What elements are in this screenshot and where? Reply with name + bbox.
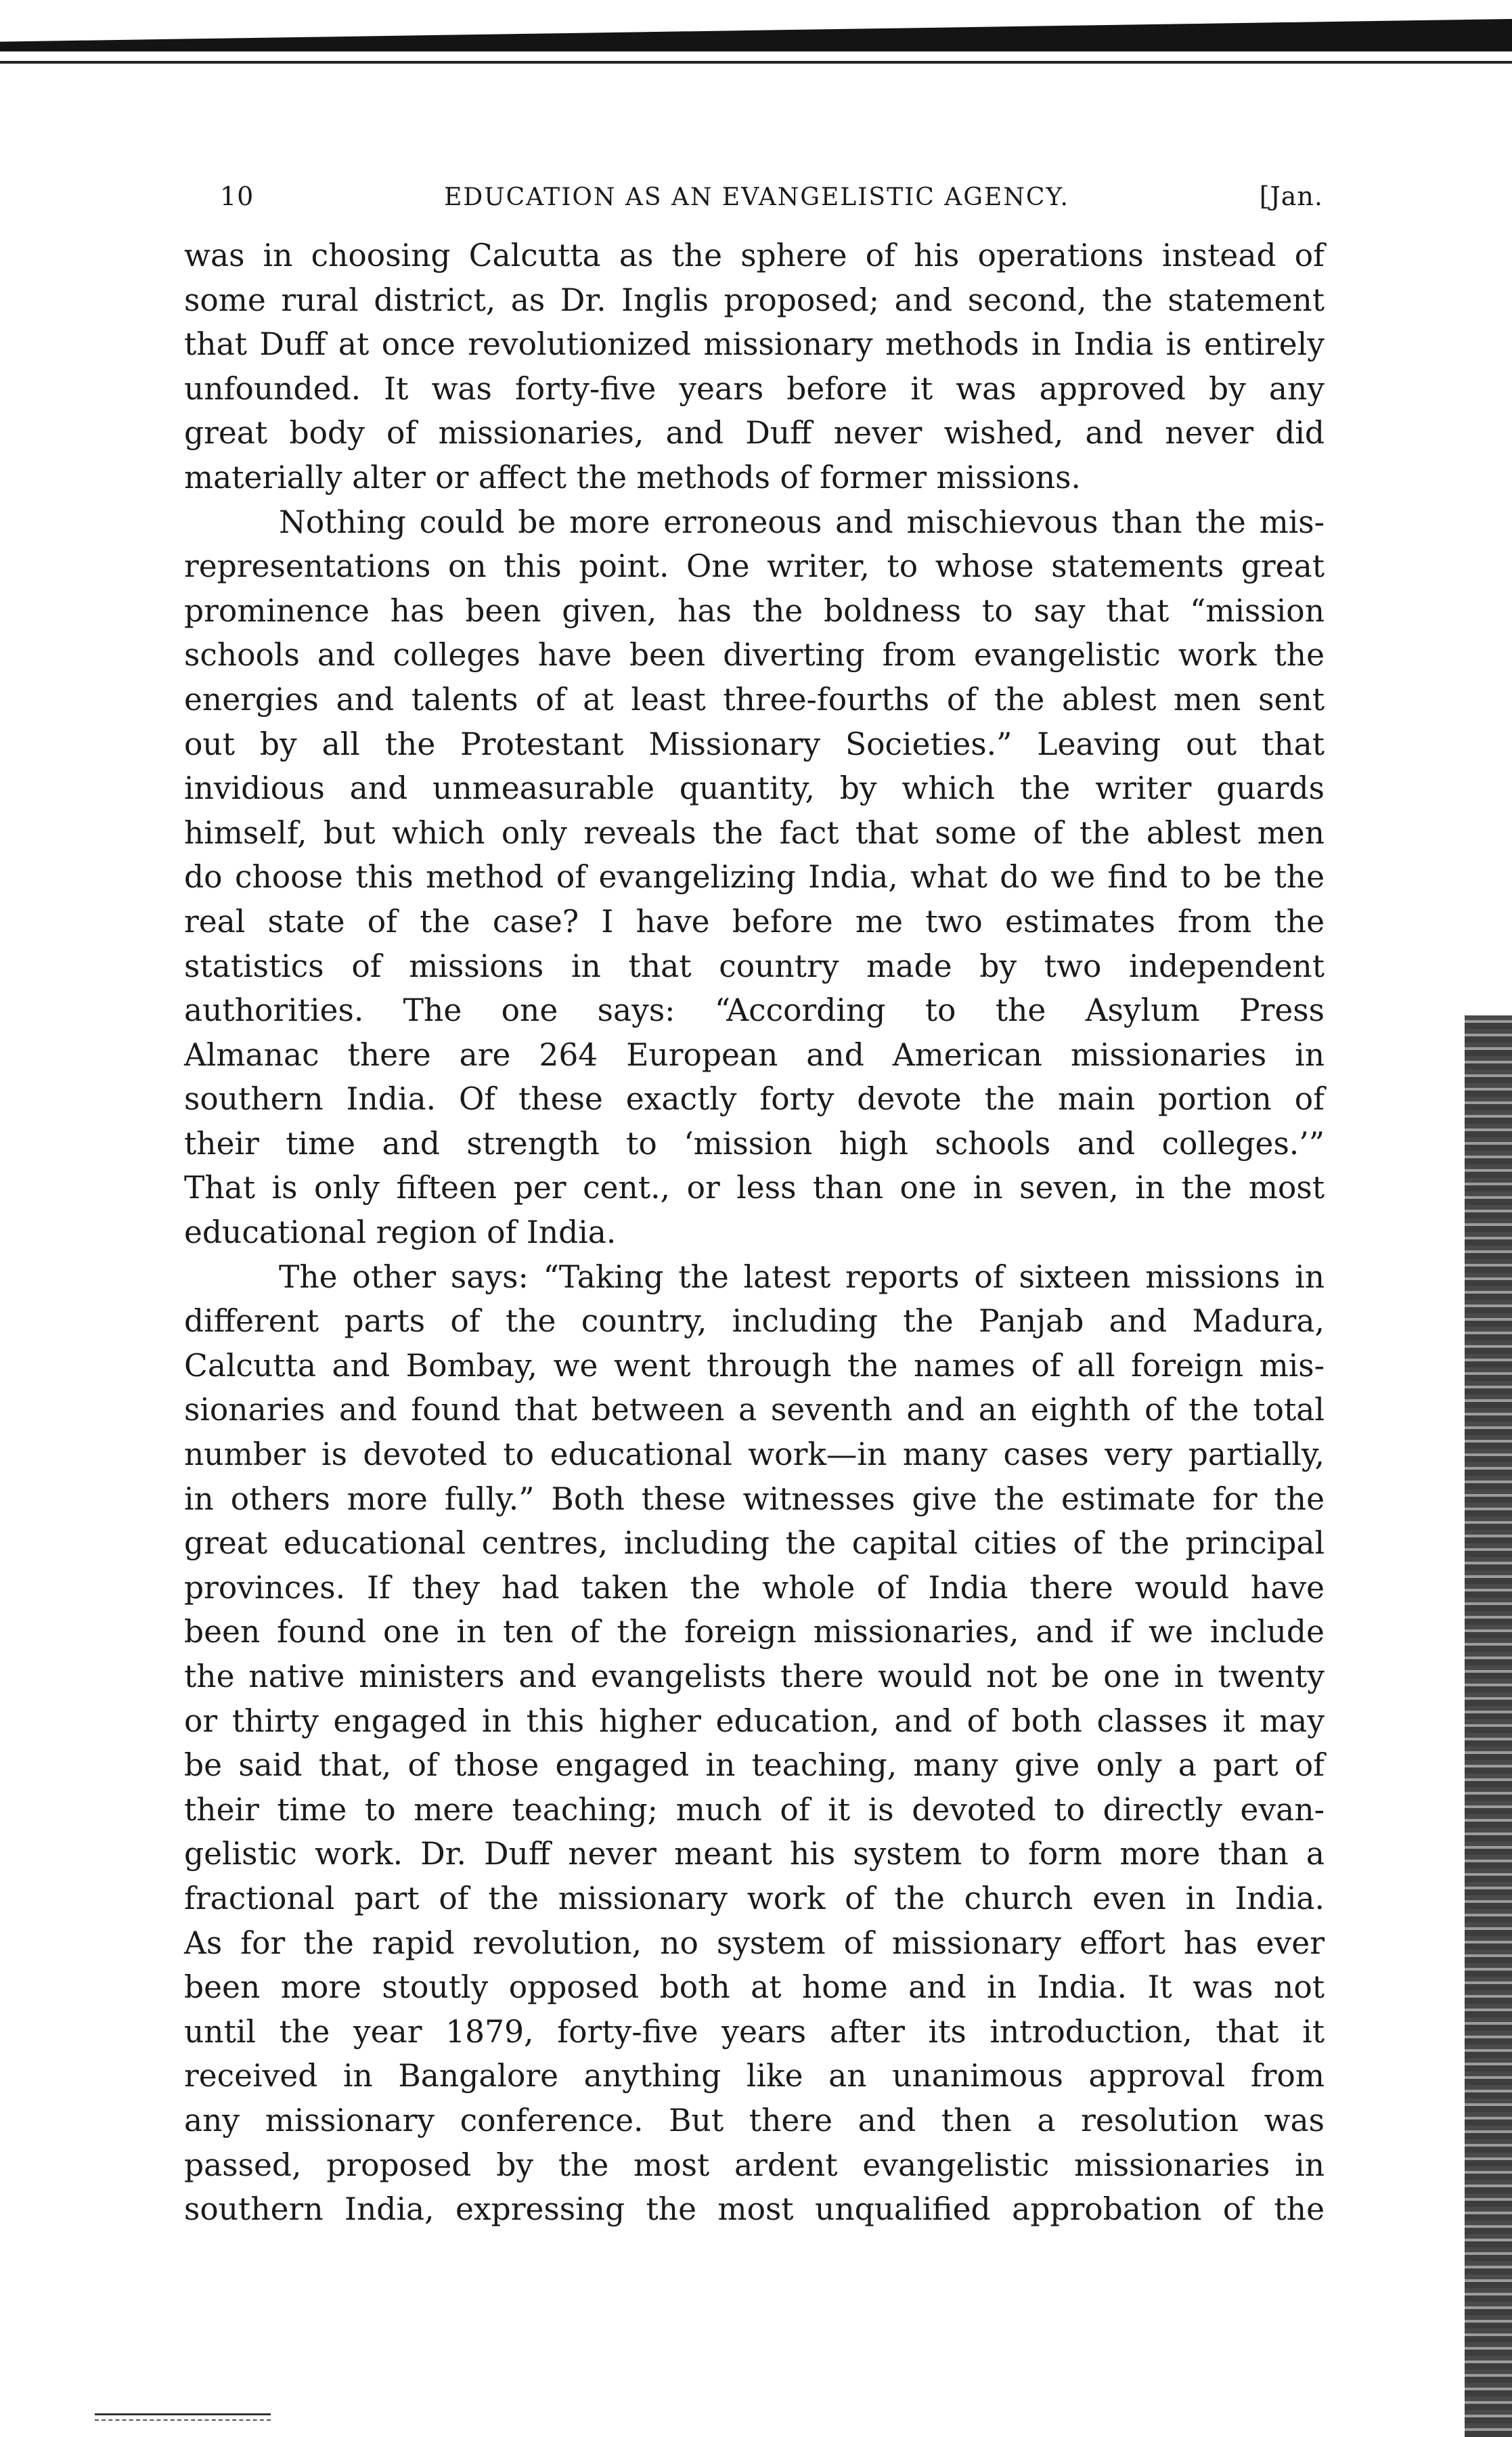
text-line: was in choosing Calcutta as the sphere of his operations instead of bbox=[184, 238, 1325, 273]
scan-footer-mark bbox=[95, 2413, 271, 2421]
text-line: been more stoutly opposed both at home and in India. It was not bbox=[184, 1969, 1325, 2006]
text-line: invidious and unmeasurable quantity, by which the writer guards bbox=[184, 770, 1325, 807]
text-line: real state of the case? I have before me two estimates from the bbox=[184, 903, 1325, 940]
text-line: southern India. Of these exactly forty devote the main portion of bbox=[184, 1081, 1325, 1118]
text-line: southern India, expressing the most unqualified approbation of the bbox=[184, 2191, 1325, 2228]
text-line: been found one in ten of the foreign missionaries, and if we include bbox=[184, 1614, 1325, 1650]
text-line: their time and strength to ‘mission high schools and colleges.’” bbox=[184, 1125, 1325, 1162]
text-line: schools and colleges have been diverting from evangelistic work the bbox=[184, 637, 1325, 674]
text-line: be said that, of those engaged in teaching, many give only a part of bbox=[184, 1747, 1325, 1784]
text-line: sionaries and found that between a seventh and an eighth of the total bbox=[184, 1392, 1325, 1428]
text-line: the native ministers and evangelists there would not be one in twenty bbox=[184, 1659, 1325, 1694]
text-line: great educational centres, including the capital cities of the principal bbox=[184, 1525, 1325, 1562]
text-line: authorities. The one says: “According to the Asylum Press bbox=[184, 992, 1325, 1029]
header-month: [Jan. bbox=[1259, 181, 1323, 211]
text-line: different parts of the country, including the Panjab and Madura, bbox=[184, 1303, 1325, 1340]
text-line: Calcutta and Bombay, we went through the names of all foreign mis- bbox=[184, 1347, 1325, 1384]
text-line: out by all the Protestant Missionary Societies.” Leaving out that bbox=[184, 726, 1325, 762]
text-line: do choose this method of evangelizing India, what do we find to be the bbox=[184, 859, 1325, 896]
text-line: until the year 1879, forty-five years after its introduction, that it bbox=[184, 2013, 1325, 2050]
scan-top-border bbox=[0, 19, 1512, 51]
text-line: prominence has been given, has the boldness to say that “mission bbox=[184, 592, 1325, 629]
text-line: received in Bangalore anything like an unanimous approval from bbox=[184, 2058, 1325, 2094]
text-line: That is only fifteen per cent., or less than one in seven, in the most bbox=[184, 1170, 1325, 1206]
text-line: Nothing could be more erroneous and mischievous than the mis- bbox=[279, 504, 1325, 540]
text-line: any missionary conference. But there and then a resolution was bbox=[184, 2102, 1325, 2138]
text-line: number is devoted to educational work—in many cases very partially, bbox=[184, 1436, 1325, 1473]
page-number: 10 bbox=[220, 181, 254, 211]
text-line: The other says: “Taking the latest reports of sixteen missions in bbox=[279, 1258, 1325, 1295]
text-line: or thirty engaged in this higher education, and of both classes it may bbox=[184, 1703, 1325, 1739]
text-line: Almanac there are 264 European and American missionaries in bbox=[184, 1036, 1325, 1073]
text-line: representations on this point. One writer, to whose statements great bbox=[184, 548, 1325, 585]
text-line: passed, proposed by the most ardent evangelistic missionaries in bbox=[184, 2147, 1325, 2183]
text-line: statistics of missions in that country made by two independent bbox=[184, 948, 1325, 984]
scan-top-rule bbox=[0, 61, 1512, 64]
text-line: materially alter or affect the methods of former missions. bbox=[184, 459, 1081, 496]
running-title: EDUCATION AS AN EVANGELISTIC AGENCY. bbox=[444, 183, 1069, 211]
text-line: in others more fully.” Both these witnesses give the estimate for the bbox=[184, 1480, 1325, 1517]
text-line: himself, but which only reveals the fact that some of the ablest men bbox=[184, 814, 1325, 851]
text-line: gelistic work. Dr. Duff never meant his system to form more than a bbox=[184, 1836, 1325, 1872]
text-line: unfounded. It was forty-five years before it was approved by any bbox=[184, 370, 1325, 407]
text-line: As for the rapid revolution, no system of missionary effort has ever bbox=[184, 1925, 1325, 1961]
text-line: energies and talents of at least three-fourths of the ablest men sent bbox=[184, 681, 1325, 718]
scan-page-edge bbox=[1465, 1015, 1512, 2437]
text-line: provinces. If they had taken the whole of India there would have bbox=[184, 1569, 1325, 1606]
running-header bbox=[220, 181, 1323, 211]
text-line: that Duff at once revolutionized missionary methods in India is entirely bbox=[184, 326, 1325, 363]
text-line: some rural district, as Dr. Inglis proposed; and second, the statement bbox=[184, 282, 1325, 318]
body-text bbox=[184, 234, 1325, 2232]
text-line: educational region of India. bbox=[184, 1214, 617, 1251]
text-line: great body of missionaries, and Duff never wished, and never did bbox=[184, 415, 1325, 452]
text-line: fractional part of the missionary work of the church even in India. bbox=[184, 1880, 1325, 1916]
text-line: their time to mere teaching; much of it is devoted to directly evan- bbox=[184, 1791, 1325, 1828]
